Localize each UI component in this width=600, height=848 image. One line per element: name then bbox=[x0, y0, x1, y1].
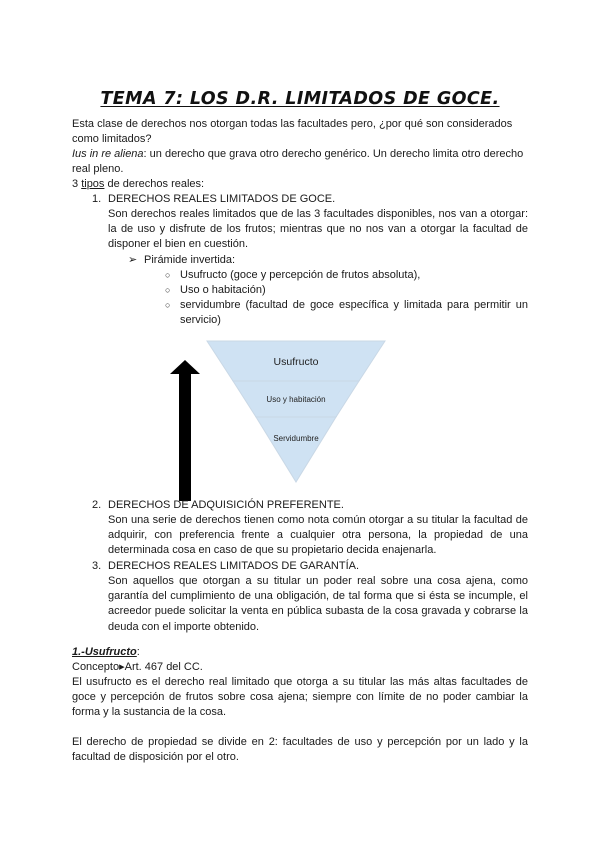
item-1-text: Son derechos reales limitados que de las 3 facultades disponibles, nos van a otorgar: la de uso y disfrute de los frutos; mientras que no nos van a otorgar la facultad de disponer el bien en cuestión. bbox=[108, 208, 528, 251]
concepto-line: Concepto▸Art. 467 del CC. bbox=[72, 661, 203, 673]
usufructo-heading-line bbox=[72, 645, 528, 660]
usufructo-heading-colon: : bbox=[136, 646, 140, 658]
sub-item-servidumbre: servidumbre (facultad de goce específica y limitada para permitir un servicio) bbox=[180, 299, 528, 327]
property-division-paragraph: El derecho de propiedad se divide en 2: facultades de uso y percepción por un lado y la facultad de disposición por el otro. bbox=[72, 736, 528, 764]
item-3-text: Son aquellos que otorgan a su titular un poder real sobre una cosa ajena, como garantía del cumplimiento de una obligación, de tal forma que si ésta se incumple, el acreedor puede solicitar la venta en pública subasta de la cosa gravada y cobrarse la deuda con el importe obtenido. bbox=[108, 575, 528, 633]
item-1-number: 1. bbox=[92, 193, 102, 205]
sub-item-uso: Uso o habitación) bbox=[180, 284, 266, 296]
item-3-title: DERECHOS REALES LIMITADOS DE GARANTÍA. bbox=[108, 560, 360, 572]
types-line bbox=[72, 177, 528, 192]
page-title: TEMA 7: LOS D.R. LIMITADOS DE GOCE. bbox=[100, 89, 500, 109]
item-1-title: DERECHOS REALES LIMITADOS DE GOCE. bbox=[108, 193, 336, 205]
up-arrow-head-icon bbox=[170, 360, 200, 374]
types-word: tipos bbox=[81, 178, 105, 190]
usufructo-definition: El usufructo es el derecho real limitado que otorga a su titular las más altas facultades de goce y percepción de frutos sobre cosa ajena; siempre con límite de no poder cambiar la forma y la sustancia de la cosa. bbox=[72, 676, 528, 719]
ius-definition: : un derecho que grava otro derecho genérico. Un derecho limita otro derecho real pleno. bbox=[72, 148, 524, 176]
item-2-number: 2. bbox=[92, 499, 102, 511]
item-2-title: DERECHOS DE ADQUISICIÓN PREFERENTE. bbox=[108, 499, 344, 511]
types-prefix: 3 bbox=[72, 178, 82, 190]
pyramid-label-uso-habitacion: Uso y habitación bbox=[266, 395, 326, 404]
item-2-text: Son una serie de derechos tienen como nota común otorgar a su titular la facultad de adquirir, con preferencia frente a cualquier otra persona, la propiedad de una determinada cosa en caso de que su propietario decida enajenarla. bbox=[108, 514, 528, 557]
sub-item-usufructo: Usufructo (goce y percepción de frutos absoluta), bbox=[180, 269, 421, 281]
intro-question: Esta clase de derechos nos otorgan todas las facultades pero, ¿por qué son considerados como limitados? bbox=[72, 118, 513, 146]
up-arrow-shaft bbox=[179, 373, 191, 501]
usufructo-heading: 1.-Usufructo bbox=[72, 646, 137, 658]
types-suffix: de derechos reales: bbox=[104, 178, 205, 190]
circle-bullet-icon: ○ bbox=[165, 285, 171, 295]
circle-bullet-icon: ○ bbox=[165, 300, 171, 310]
pyramid-label: Pirámide invertida: bbox=[144, 254, 236, 266]
ius-in-re-aliena-paragraph bbox=[72, 147, 528, 177]
circle-bullet-icon: ○ bbox=[165, 270, 171, 280]
inverted-pyramid-diagram bbox=[165, 338, 395, 503]
arrow-bullet-icon: ➢ bbox=[128, 254, 138, 266]
item-3-number: 3. bbox=[92, 560, 102, 572]
pyramid-label-usufructo: Usufructo bbox=[273, 356, 319, 368]
pyramid-level-servidumbre bbox=[256, 417, 336, 482]
pyramid-label-servidumbre: Servidumbre bbox=[273, 434, 319, 443]
ius-term: Ius in re aliena bbox=[72, 148, 144, 160]
